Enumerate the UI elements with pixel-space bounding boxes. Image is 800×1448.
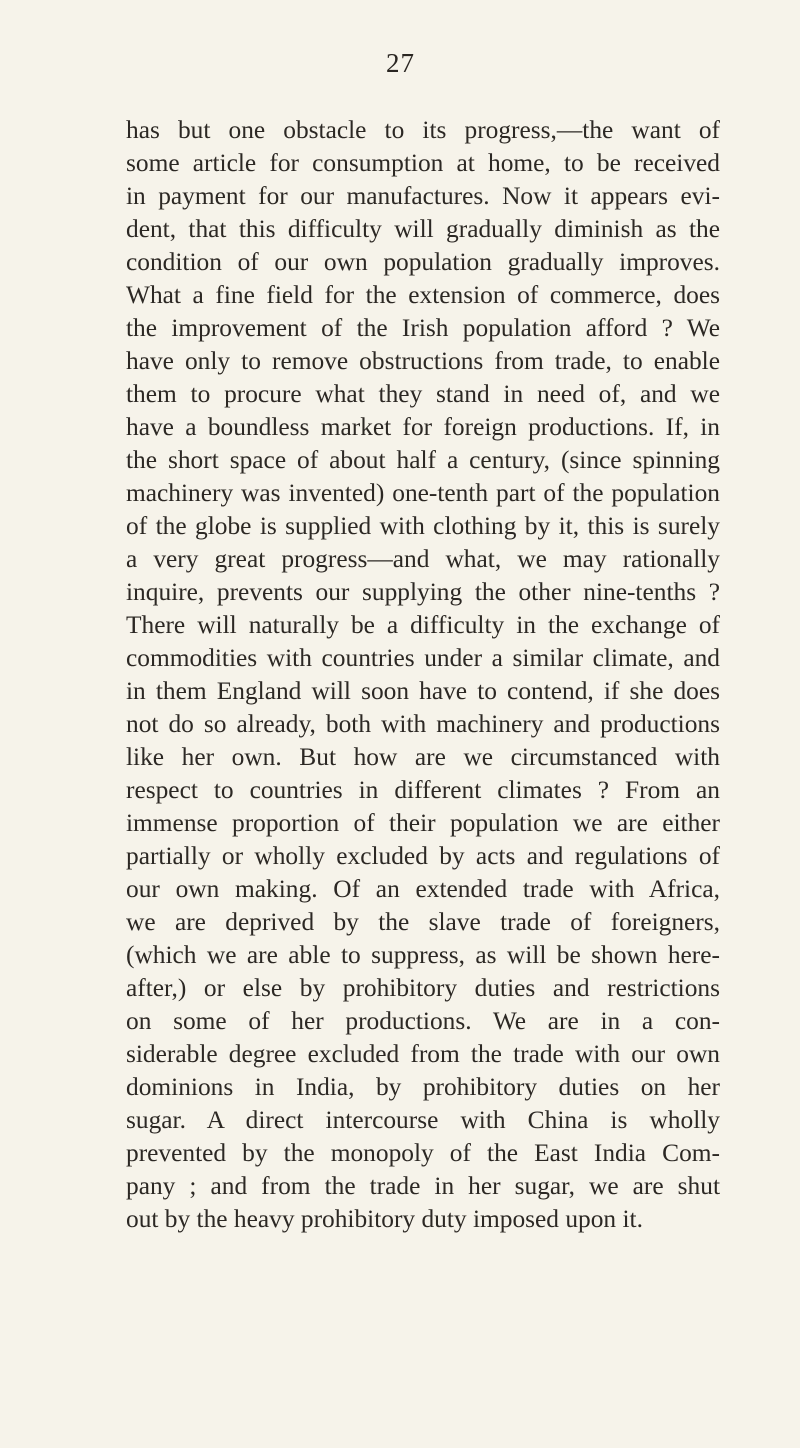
text-line: siderable degree excluded from the trade with our own: [126, 1040, 720, 1068]
text-line: the short space of about half a century, (since spinning: [126, 446, 720, 474]
text-line: a very great progress—and what, we may rationally: [126, 545, 720, 573]
text-line: on some of her productions. We are in a con-: [126, 1007, 720, 1035]
text-line: inquire, prevents our supplying the other nine-tenths ?: [126, 578, 720, 606]
text-line: some article for consumption at home, to be received: [126, 149, 720, 177]
text-line: we are deprived by the slave trade of foreigners,: [126, 908, 720, 936]
text-line: prevented by the monopoly of the East India Com-: [126, 1139, 720, 1167]
page-number: 27: [386, 48, 415, 78]
text-line: our own making. Of an extended trade with Africa,: [126, 875, 720, 903]
text-line: after,) or else by prohibitory duties and restrictions: [126, 974, 720, 1002]
text-line: immense proportion of their population we are either: [126, 809, 720, 837]
text-line: (which we are able to suppress, as will be shown here-: [126, 941, 720, 969]
text-line: them to procure what they stand in need of, and we: [126, 380, 720, 408]
text-line: have a boundless market for foreign productions. If, in: [126, 413, 720, 441]
text-line: sugar. A direct intercourse with China is wholly: [126, 1106, 720, 1134]
text-line: like her own. But how are we circumstanced with: [126, 743, 720, 771]
text-line: There will naturally be a difficulty in the exchange of: [126, 611, 720, 639]
text-line: dent, that this difficulty will gradually diminish as the: [126, 215, 720, 243]
text-line: What a fine field for the extension of commerce, does: [126, 281, 720, 309]
text-line: pany ; and from the trade in her sugar, we are shut: [126, 1172, 720, 1200]
text-line: has but one obstacle to its progress,—the want of: [126, 116, 720, 144]
text-line: machinery was invented) one-tenth part of the population: [126, 479, 720, 507]
text-line: in payment for our manufactures. Now it appears evi-: [126, 182, 720, 210]
text-line: of the globe is supplied with clothing by it, this is surely: [126, 512, 720, 540]
text-line: commodities with countries under a similar climate, and: [126, 644, 720, 672]
text-line: in them England will soon have to contend, if she does: [126, 677, 720, 705]
text-line: have only to remove obstructions from trade, to enable: [126, 347, 720, 375]
text-line: not do so already, both with machinery and productions: [126, 710, 720, 738]
text-line: partially or wholly excluded by acts and regulations of: [126, 842, 720, 870]
text-line: out by the heavy prohibitory duty imposed upon it.: [126, 1205, 643, 1233]
text-line: dominions in India, by prohibitory duties on her: [126, 1073, 720, 1101]
text-line: respect to countries in different climates ? From an: [126, 776, 720, 804]
text-line: condition of our own population gradually improves.: [126, 248, 720, 276]
text-line: the improvement of the Irish population afford ? We: [126, 314, 720, 342]
